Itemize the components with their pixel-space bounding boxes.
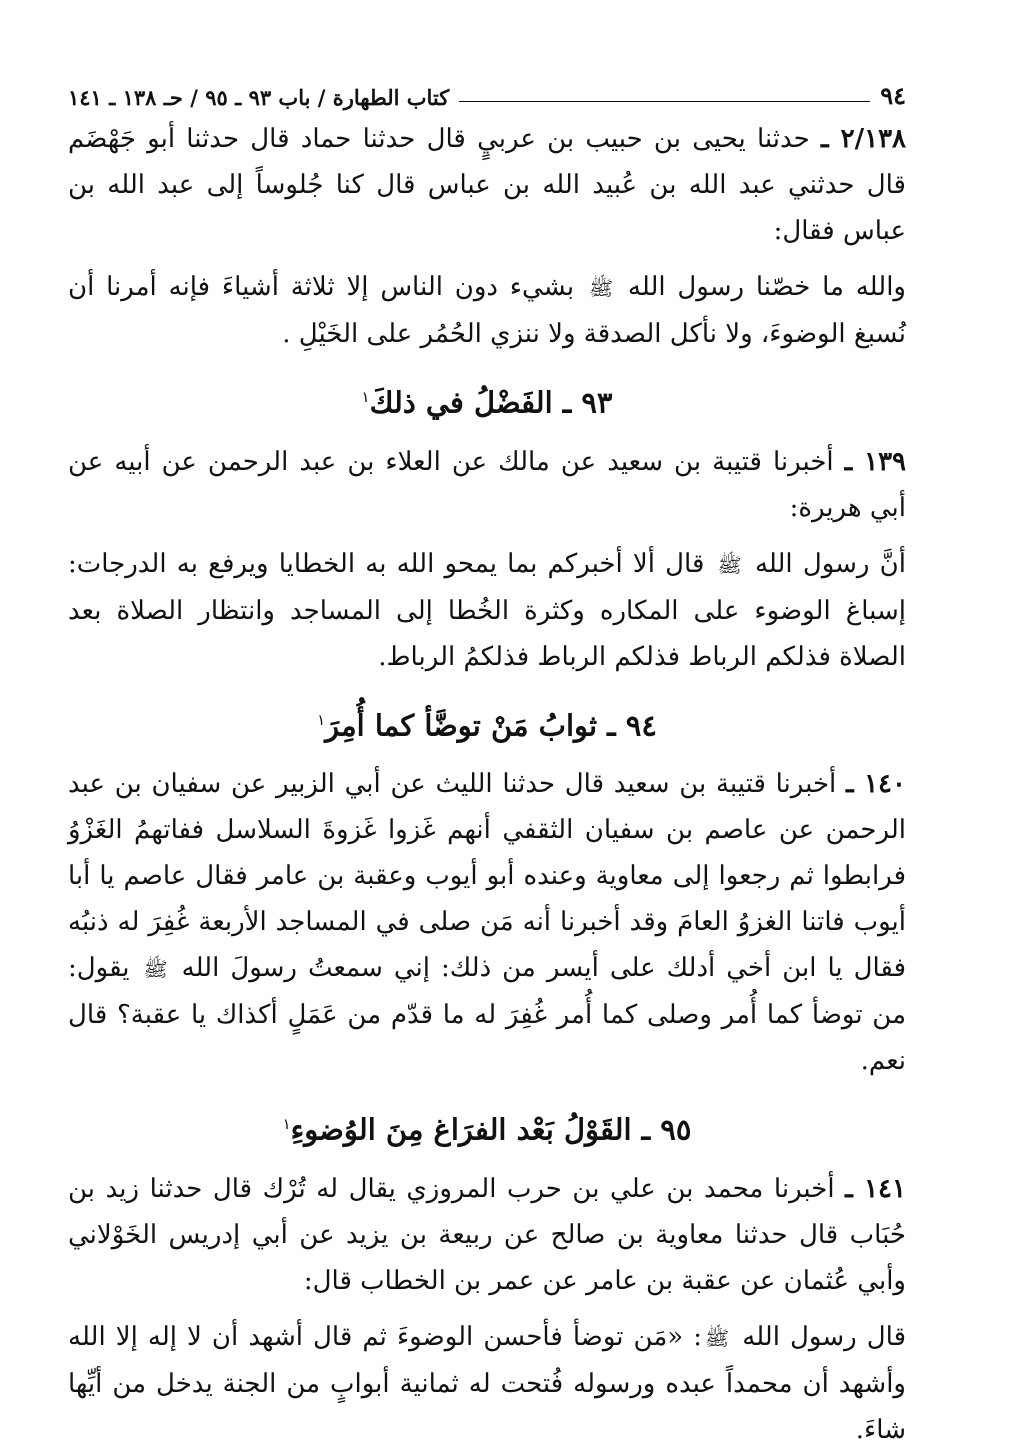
hadith-141-isnad xyxy=(68,1166,906,1304)
chapter-title: ٩٤ ـ ثوابُ مَنْ توضَّأ كما أُمِرَ xyxy=(325,708,657,743)
matn-text: : «مَن توضأ فأحسن الوضوءَ ثم قال أشهد أن لا إله إلا الله وأشهد أن محمداً عبده ورسوله فُتحت له ثمانية أبوابٍ من الجنة يدخل من أيِّها شاءَ. xyxy=(68,1321,906,1445)
matn-text: والله ما خصّنا رسول الله xyxy=(616,272,906,302)
hadith-138-isnad xyxy=(68,116,906,254)
running-title: كتاب الطهارة / باب ٩٣ ـ ٩٥ / حـ ١٣٨ ـ ١٤١ xyxy=(68,85,450,110)
footnote-marker: ١ xyxy=(317,710,326,729)
chapter-95-heading xyxy=(68,1102,906,1152)
hadith-138-matn xyxy=(68,264,906,357)
hadith-139-matn xyxy=(68,541,906,680)
footnote-marker: ١ xyxy=(282,1115,291,1134)
hadith-139-isnad xyxy=(68,439,906,531)
salla-symbol: ﷺ xyxy=(588,276,614,300)
salla-symbol: ﷺ xyxy=(705,1325,730,1350)
matn-text: بشيء دون الناس إلا ثلاثة أشياءَ فإنه أمرنا أن نُسبغ الوضوءَ، ولا نأكل الصدقة ولا ننزي الحُمُر على الخَيْلِ . xyxy=(68,272,906,349)
chapter-93-heading xyxy=(68,375,906,425)
running-header xyxy=(68,70,906,110)
isnad-text: أخبرنا قتيبة بن سعيد عن مالك عن العلاء بن عبد الرحمن عن أبيه عن أبي هريرة: xyxy=(68,446,906,523)
footnote-marker: ١ xyxy=(361,388,370,406)
book-page xyxy=(68,70,906,1453)
header-rule xyxy=(459,101,870,102)
hadith-number: ٢/١٣٨ ـ xyxy=(820,124,906,154)
salla-symbol: ﷺ xyxy=(717,552,742,577)
page-number: ٩٤ xyxy=(880,81,906,110)
hadith-number: ١٤١ ـ xyxy=(845,1173,906,1204)
matn-text: أنَّ رسول الله xyxy=(744,548,906,579)
matn-text: قال ألا أخبركم بما يمحو الله به الخطايا ويرفع به الدرجات: إسباغ الوضوء على المكاره وكثرة الخُطا إلى المساجد وانتظار الصلاة بعد الصلاة فذلكم الرباط فذلكم الرباط فذلكمُ الرباط. xyxy=(68,548,906,672)
chapter-title: ٩٥ ـ القَوْلُ بَعْد الفرَاغ مِنَ الوُضوءِ xyxy=(290,1112,692,1147)
hadith-141-matn xyxy=(68,1314,906,1453)
hadith-140 xyxy=(68,761,906,1084)
matn-text: قال رسول الله xyxy=(732,1321,906,1352)
chapter-title: ٩٣ ـ الفَضْلُ في ذلكَ xyxy=(369,385,613,420)
isnad-text: أخبرنا محمد بن علي بن حرب المروزي يقال له تُرْك قال حدثنا زيد بن حُبَاب قال حدثنا معاوية بن صالح عن ربيعة بن يزيد عن أبي إدريس الخَوْلاني وأبي عُثمان عن عقبة بن عامر عن عمر بن الخطاب قال: xyxy=(68,1173,906,1296)
hadith-number: ١٤٠ ـ xyxy=(845,769,906,800)
salla-symbol: ﷺ xyxy=(143,957,168,982)
chapter-94-heading xyxy=(68,698,906,748)
hadith-number: ١٣٩ ـ xyxy=(844,446,907,477)
hadith-text: أخبرنا قتيبة بن سعيد قال حدثنا الليث عن أبي الزبير عن سفيان بن عبد الرحمن عن عاصم بن سفيان الثقفي أنهم غَزوا غَزوةَ السلاسل ففاتهمُ الغَزْوُ فرابطوا ثم رجعوا إلى معاوية وعنده أبو أيوب وعقبة بن عامر فقال عاصم يا أبا أيوب فاتنا الغزوُ العامَ وقد أخبرنا أنه مَن صلى في المساجد الأربعة غُفِرَ له ذنبُه فقال يا ابن أخي أدلك على أيسر من ذلك: إني سمعتُ رسولَ الله xyxy=(68,769,906,984)
isnad-text: حدثنا يحيى بن حبيب بن عربيٍ قال حدثنا حماد قال حدثنا أبو جَهْضَم قال حدثني عبد الله بن عُبيد الله بن عباس قال كنا جُلوساً إلى عبد الله بن عباس فقال: xyxy=(68,124,906,246)
hadith-text: يقول: من توضأ كما أُمر وصلى كما أُمر غُفِرَ له ما قدّم من عَمَلٍ أكذاك يا عقبة؟ قال نعم. xyxy=(68,953,906,1077)
